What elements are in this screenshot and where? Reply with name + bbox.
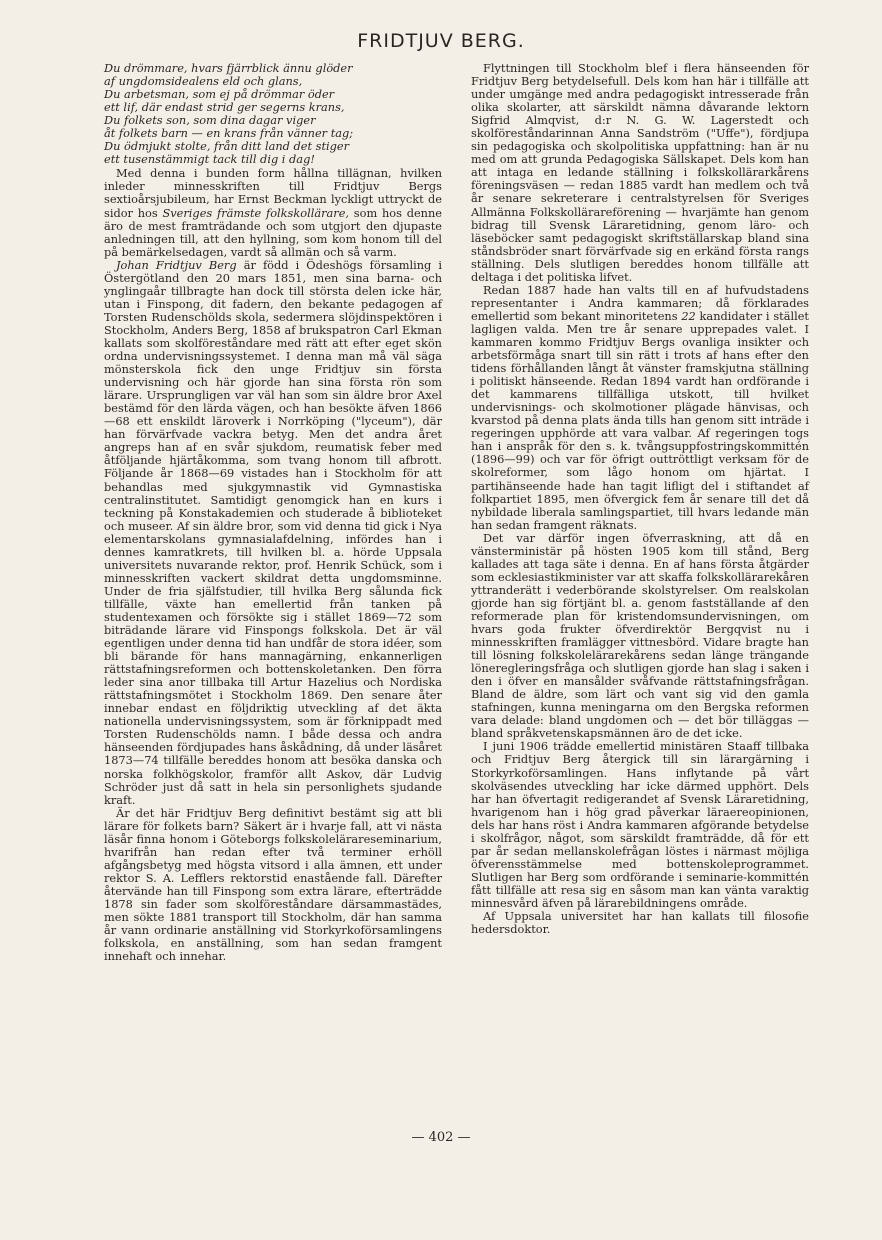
right-column <box>471 62 809 936</box>
paragraph-text: Det var därför ingen öfverraskning, att då en vänsterministär på hösten 1905 kom till stånd, Berg kallades att taga säte i denna. En af hans första åtgärder som ecklesiastikminister var att skaffa folkskollärarekåren yttranderätt i vederbörande skolstyrelser. Om realskolan gjorde han sig förtjänt bl. a. genom fastställande af den reformerade plan för kristendomsundervisningen, om hvars goda frukter öfverdirektör Bergqvist nu i minnesskriften framlägger vittnesbörd. Vidare bragte han till lösning folkskolelärarekårens sedan länge trängande löneregleringsfråga och slutligen gjorde han slag i saken i den i öfver en mansålder svåfvande rättstafningsfrågan. Bland de äldre, som lärt och vant sig vid den gamla stafningen, kunna meningarna om den Bergska reformen vara delade: bland ungdomen och — det bör tilläggas — bland språkvetenskapsmännen äro de det icke. <box>471 530 809 741</box>
paragraph-emphasis: Johan Fridtjuv Berg <box>116 257 237 272</box>
paragraph <box>104 167 442 258</box>
paragraph <box>471 62 809 284</box>
dedication-poem <box>104 62 442 166</box>
paragraph-text: Med denna i bunden form hållna tillägnan, hvilken inleder minnesskriften till Fridtjuv Bergs sextioårsjubileum, har Ernst Beckman lyckligt uttryckt de sidor hos <box>104 166 442 220</box>
paragraph-text: är född i Ödeshögs församling i Östergötland den 20 mars 1851, men sina barna- och ynglingaår tillbragte han dock till största delen icke här, utan i Finspong, dit fadern, den bekante pedagogen af Torsten Rudenschölds skola, sedermera slöjdinspektören i Stockholm, Anders Berg, 1858 af brukspatron Carl Ekman kallats som skolföreståndare med rätt att efter eget skön ordna undervisningssystemet. I denna man må väl säga mönsterskola fick den unge Fridtjuv sin första undervisning och här gjorde han sina första rön som lärare. Ursprungligen var väl han som sin äldre bror Axel bestämd för den lärda vägen, och han besökte äfven 1866—68 ett enskildt läroverk i Norrköping ("lyceum"), där han förvärfvade vackra betyg. Men det andra året angreps han af en svår sjukdom, reumatisk feber med åtföljande hjärtåkomma, som tvang honom till afbrott. Följande år 1868—69 vistades han i Stockholm för att behandlas med sjukgymnastik vid Gymnastiska centralinstitutet. Samtidigt genomgick han en kurs i teckning på Konstakademien och studerade å biblioteket och museer. Af sin äldre bror, som vid denna tid gick i Nya elementarskolans gymnasialafdelning, infördes han i dennes kamratkrets, till hvilken bl. a. hörde Uppsala universitets nuvarande rektor, prof. Henrik Schück, som i minnesskriften vackert skildrat detta ungdomsminne. Under de fria själfstudier, till hvilka Berg sålunda fick tillfälle, växte han emellertid från tanken på studentexamen och försökte sig i stället 1869—72 som biträdande lärare vid Finspongs folkskola. Det är väl egentligen under denna tid han undfår de stora idéer, som bli bärande för hans mannagärning, enkannerligen rättstafningsreformen och bottenskoletanken. Den förra leder sina anor tillbaka till Artur Hazelius och Nordiska rättstafningsmötet i Stockholm 1869. Den senare åter innebar endast en följdriktig utveckling af det äkta nationella undervisningssystem, som är förknippadt med Torsten Rudenschölds namn. I både dessa och andra hänseenden fördjupades hans åskådning, då under läsåret 1873—74 tillfälle bereddes honom att besöka danska och norska folkhögskolor, framför allt Askov, där Ludvig Schröder just då satt in hela sin personlighets sjudande kraft. <box>104 257 443 807</box>
poem-line: Du drömmare, hvars fjärrblick ännu glöder <box>104 61 353 75</box>
paragraph-text: Redan 1887 hade han valts till en af hufvudstadens representanter i Andra kammaren; då förklarades emellertid som bekant minoritetens <box>471 282 809 323</box>
poem-line: Du ödmjukt stolte, från ditt land det stiger <box>104 139 350 154</box>
paragraph-text: I juni 1906 trädde emellertid ministären Staaff tillbaka och Fridtjuv Berg återgick till sin lärargärning i Storkyrkoförsamlingen. Hans inflytande på vårt skolväsendes utveckling har icke därmed upphört. Dels har han öfvertagit redigerandet af Svensk Läraretidning, hvarigenom han i hög grad påverkar läraereopinionen, dels har hans röst i Andra kammaren afgörande betydelse i skolfrågor, något, som särskildt framträdde, då för ett par år sedan mellanskolefrågan löstes i närmast möjliga öfverensstämmelse med bottenskoleprogrammet. Slutligen har Berg som ordförande i seminarie-kommittén fått tillfälle att resa sig en såsom man kan vänta varaktig minnesvård äfven på lärarebildningens område. <box>471 739 809 910</box>
paragraph <box>104 807 442 964</box>
paragraph-text: Är det här Fridtjuv Berg definitivt bestämt sig att bli lärare för folkets barn? Säkert är i hvarje fall, att vi nästa läsår finna honom i Göteborgs folkskolelärareseminarium, hvarifrån han redan efter två terminer erhöll afgångsbetyg med högsta vitsord i alla ämnen, ett under rektor S. A. Lefflers rektorstid enastående fall. Därefter återvände han till Finspong som extra lärare, efterträdde 1878 sin fader som skolföreståndare därsammastädes, men sökte 1881 transport till Stockholm, där han samma år vann ordinarie anställning vid Storkyrkoförsamlingens folkskola, en anställning, som han sedan framgent innehaft och innehar. <box>104 805 442 964</box>
running-head: FRIDTJUV BERG. <box>357 30 525 52</box>
poem-line: Du folkets son, som dina dagar viger <box>104 113 316 128</box>
paragraph-text: som hos denne äro de mest framträdande och som utgjort den djupaste anledningen till, att den hyllning, som kom honom till del på bemärkelsedagen, vardt så allmän och så varm. <box>104 205 443 259</box>
paragraph <box>471 532 809 741</box>
paragraph <box>471 910 809 936</box>
poem-line: Du arbetsman, som ej på drömmar öder <box>104 87 335 102</box>
poem-line: ett lif, där endast strid ger segerns krans, <box>104 100 345 115</box>
paragraph <box>471 284 809 532</box>
paragraph <box>104 259 442 807</box>
paragraph-emphasis: 22 <box>681 308 696 323</box>
poem-line: åt folkets barn — en krans från vänner tag; <box>104 126 354 141</box>
paragraph-text: Flyttningen till Stockholm blef i flera hänseenden för Fridtjuv Berg betydelsefull. Dels kom han här i tillfälle att under umgänge med andra pedagogiskt intresserade från olika skolarter, att särskildt nämna dåvarande lektorn Sigfrid Almqvist, d:r N. G. W. Lagerstedt och skolföreståndarinnan Anna Sandström ("Uffe"), fördjupa sin pedagogiska och skolpolitiska uppfattning: han är nu med om att grunda Pedagogiska Sällskapet. Dels kom han att intaga en ledande ställning i folkskollärarkårens föreningsväsen — redan 1885 vardt han medlem och två år senare sekreterare i centralstyrelsen för Sveriges Allmänna Folkskollärareförening — hvarjämte han genom bidrag till Svensk Läraretidning, genom läro- och läseböcker samt pedagogiskt skriftställarskap bland sina ståndsbröder snart förvärfvade sig en erkänd första rangs ställning. Dels slutligen bereddes honom tillfälle att deltaga i det politiska lifvet. <box>471 61 809 284</box>
page-number: — 402 — <box>411 1130 471 1145</box>
paragraph <box>471 740 809 910</box>
poem-line: af ungdomsidealens eld och glans, <box>104 74 303 89</box>
paragraph-emphasis: Sveriges främste folkskollärare, <box>162 205 350 220</box>
left-column <box>104 62 442 963</box>
poem-line: ett tusenstämmigt tack till dig i dag! <box>104 152 315 167</box>
paragraph-text: kandidater i stället lagligen valda. Men tre år senare upprepades valet. I kammaren kommo Fridtjuv Bergs ovanliga insikter och arbetsförmåga snart till sin rätt i trots af hans efter den tidens förhållanden långt åt vänster framskjutna ställning i politiskt hänseende. Redan 1894 vardt han ordförande i det kammarens tillfälliga utskott, till hvilket undervisnings- och skolmotioner plägade hänvisas, och kvarstod på denna plats ända tills han genom sitt inträde i regeringen upphörde att vara valbar. Af regeringen togs han i anspråk för den s. k. tvångsuppfostringskommittén (1896—99) och var för öfrigt outtröttligt verksam för de skolreformer, som lågo honom om hjärtat. I partihänseende hade han tagit lifligt del i stiftandet af folkpartiet 1895, men öfvergick fem år senare till det då nybildade liberala samlingspartiet, till hvars ledande män han sedan framgent räknats. <box>471 308 809 532</box>
paragraph-text: Af Uppsala universitet har han kallats till filosofie hedersdoktor. <box>471 909 809 937</box>
